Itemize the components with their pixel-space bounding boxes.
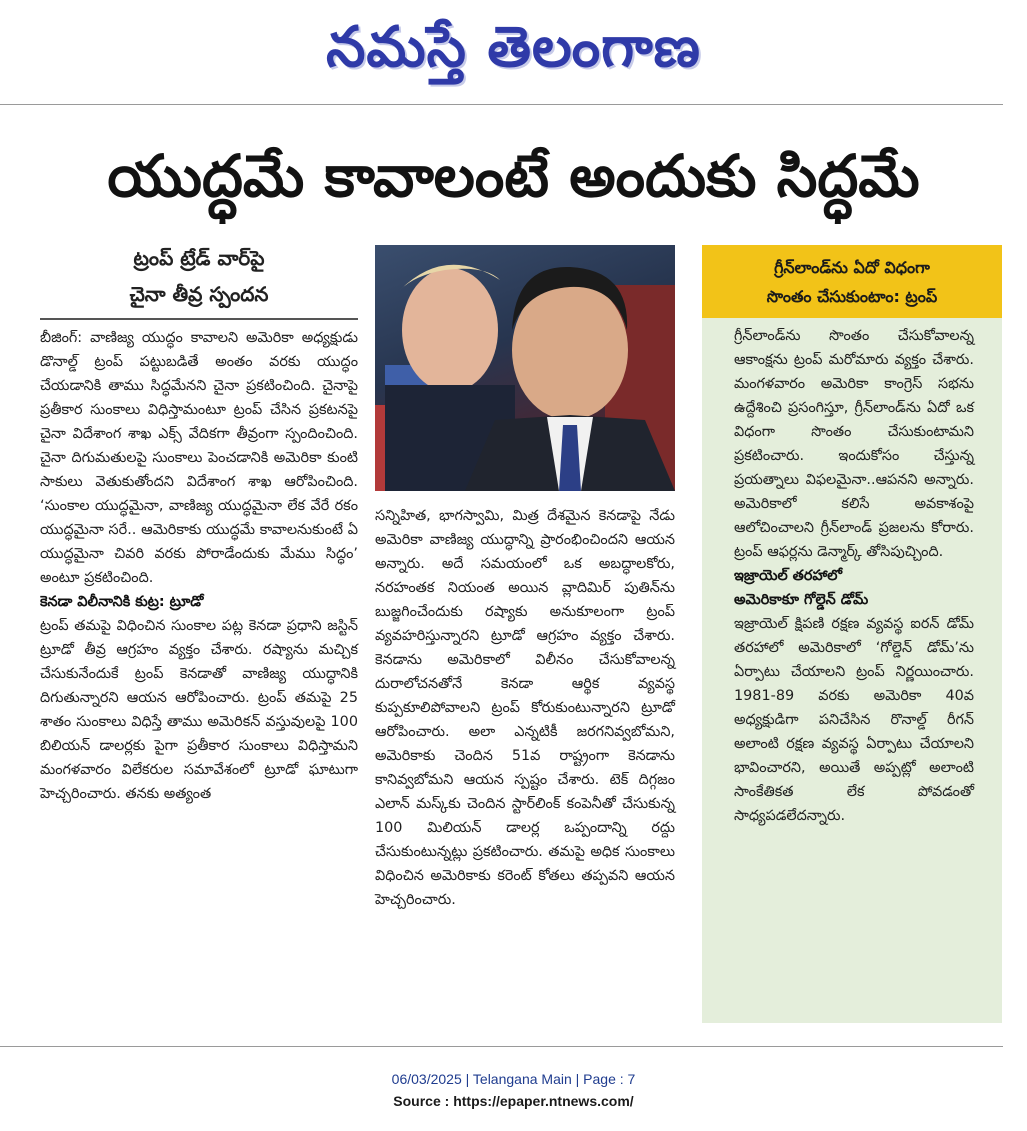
middle-paragraph-1: సన్నిహిత, భాగస్వామి, మిత్ర దేశమైన కెనడాపై నేడు అమెరికా వాణిజ్య యుద్ధాన్ని ప్రారంభించిందని ఆయన అన్నారు. అదే సమయంలో ఒక అబద్ధాలకోరు, నరహంతక నియంత అయిన వ్లాదిమిర్ పుతిన్‌ను బుజ్జగించేందుకు రష్యాకు అనుకూలంగా ట్రంప్ వ్యవహరిస్తున్నారని ట్రూడో ఆగ్రహం వ్యక్తం చేశారు. కెనడాను అమెరికాలో విలీనం చేసుకోవాలన్న దురాలోచనతోనే కెనడా ఆర్థిక వ్యవస్థ కుప్పకూలిపోవాలని ట్రంప్ కోరుకుంటున్నారని ట్రూడో ఆరోపించారు. అలా ఎన్నటికీ జరగనివ్వబోమని, అమెరికాకు చెందిన 51వ రాష్ట్రంగా కెనడాను కానివ్వబోమని ఆయన స్పష్టం చేశారు. టెక్ దిగ్గజం ఎలాన్ మస్క్‌కు చెందిన స్టార్‌లింక్ కంపెనీతో చేసుకున్న 100 మిలియన్ డాలర్ల ఒప్పందాన్ని రద్దు చేసుకుంటున్నట్లు ప్రకటించారు. తమపై అధిక సుంకాలు విధించిన అమెరికాకు కరెంట్ కోతలు తప్పవని ఆయన హెచ్చరించారు. bbox=[375, 508, 675, 908]
masthead-logo: నమస్తే తెలంగాణ bbox=[326, 15, 701, 80]
footer-source-link[interactable]: Source : https://epaper.ntnews.com/ bbox=[393, 1093, 634, 1109]
sidebar-section-heading-line2: అమెరికాకూ గోల్డెన్ డోమ్ bbox=[734, 592, 869, 608]
left-subhead-line1: ట్రంప్ ట్రేడ్ వార్‌పై bbox=[133, 246, 265, 270]
page-headline: యుద్ధమే కావాలంటే అందుకు సిద్ధమే bbox=[107, 142, 920, 210]
sidebar-section-heading-line1: ఇజ్రాయెల్ తరహాలో bbox=[734, 568, 843, 584]
sidebar-box bbox=[702, 245, 1002, 1023]
footer-edition-info: 06/03/2025 | Telangana Main | Page : 7 bbox=[391, 1071, 636, 1087]
left-person-face bbox=[402, 268, 498, 392]
left-section-heading: కెనడా విలీనానికి కుట్ర: ట్రూడో bbox=[40, 594, 204, 610]
left-article-column bbox=[40, 240, 358, 806]
sidebar-paragraph-2: ఇజ్రాయెల్ క్షిపణి రక్షణ వ్యవస్థ ఐరన్ డోమ్ తరహాలో అమెరికాలో ‘గోల్డెన్ డోమ్’ను ఏర్పాటు చేయాలని ట్రంప్ నిర్ణయించారు. 1981-89 వరకు అమెరికా 40వ అధ్యక్షుడిగా పనిచేసిన రొనాల్డ్ రీగన్ అలాంటి రక్షణ వ్యవస్థ ఏర్పాటు చేయాలని భావించారని, అయితే అప్పట్లో అలాంటి సాంకేతికత లేక పోవడంతో సాధ్యపడలేదన్నారు. bbox=[734, 616, 974, 824]
middle-article-column bbox=[375, 504, 675, 912]
sidebar-paragraph-1: గ్రీన్‌లాండ్‌ను సొంతం చేసుకోవాలన్న ఆకాంక్షను ట్రంప్ మరోమారు వ్యక్తం చేశారు. మంగళవారం అమెరికా కాంగ్రెస్ సభను ఉద్దేశించి ప్రసంగిస్తూ, గ్రీన్‌లాండ్‌ను ఏదో ఒక విధంగా సొంతం చేసుకుంటామని ప్రకటించారు. ఇందుకోసం చేస్తున్న ప్రయత్నాలు విఫలమైనా..ఆపనని అన్నారు. అమెరికాలో కలిసే అవకాశంపై ఆలోచించాలని గ్రీన్‌లాండ్ ప్రజలను కోరారు. ట్రంప్ ఆఫర్లను డెన్మార్క్ తోసిపుచ్చింది. bbox=[734, 328, 974, 560]
leaders-photo bbox=[375, 245, 675, 491]
left-subhead-line2: చైనా తీవ్ర స్పందన bbox=[129, 282, 269, 306]
subhead-divider bbox=[40, 318, 358, 320]
sidebar-heading-line2: సొంతం చేసుకుంటాం: ట్రంప్ bbox=[766, 287, 938, 306]
photo-illustration bbox=[375, 245, 675, 491]
footer bbox=[0, 1068, 1027, 1112]
bottom-divider bbox=[0, 1046, 1003, 1047]
sidebar-heading bbox=[702, 245, 1002, 318]
top-divider bbox=[0, 104, 1003, 105]
sidebar-body bbox=[702, 318, 1002, 828]
sidebar-heading-line1: గ్రీన్‌లాండ్‌ను ఏదో విధంగా bbox=[774, 258, 930, 277]
left-paragraph-1: బీజింగ్: వాణిజ్య యుద్ధం కావాలని అమెరికా అధ్యక్షుడు డొనాల్డ్ ట్రంప్ పట్టుబడితే అంతం వరకు యుద్ధం చేయడానికి తాము సిద్ధమేనని చైనా ప్రకటించింది. చైనాపై ప్రతీకార సుంకాలు విధిస్తామంటూ ట్రంప్ చేసిన ప్రకటనపై చైనా విదేశాంగ శాఖ ఎక్స్ వేదికగా తీవ్రంగా స్పందించింది. చైనా దిగుమతులపై సుంకాలు పెంచడానికి అమెరికా కుంటి సాకులు వెతుకుతోందని విదేశాంగ శాఖ ఆరోపించింది. ‘సుంకాల యుద్ధమైనా, వాణిజ్య యుద్ధమైనా లేక వేరే రకం యుద్ధమైనా సరే.. ఆమెరికాకు యుద్ధమే కావాలనుకుంటే ఏ యుద్ధమైనా చివరి వరకు పోరాడేందుకు మేము సిద్ధం’ అంటూ ప్రకటించింది. bbox=[40, 330, 358, 586]
left-paragraph-2: ట్రంప్ తమపై విధించిన సుంకాల పట్ల కెనడా ప్రధాని జస్టిన్ ట్రూడో తీవ్ర ఆగ్రహం వ్యక్తం చేశారు. రష్యాను మచ్చిక చేసుకునేందుకే ట్రంప్ కెనడాతో వాణిజ్య యుద్ధానికి దిగుతున్నారని ఆయన ఆరోపించారు. ట్రంప్ తమపై 25 శాతం సుంకాలు విధిస్తే తాము అమెరికన్ వస్తువులపై 100 బిలియన్ డాలర్లకు పైగా ప్రతీకార సుంకాలు విధిస్తామని మంగళవారం విలేకరుల సమావేశంలో ట్రూడో ఘాటుగా హెచ్చరించారు. తనకు అత్యంత bbox=[40, 618, 358, 802]
